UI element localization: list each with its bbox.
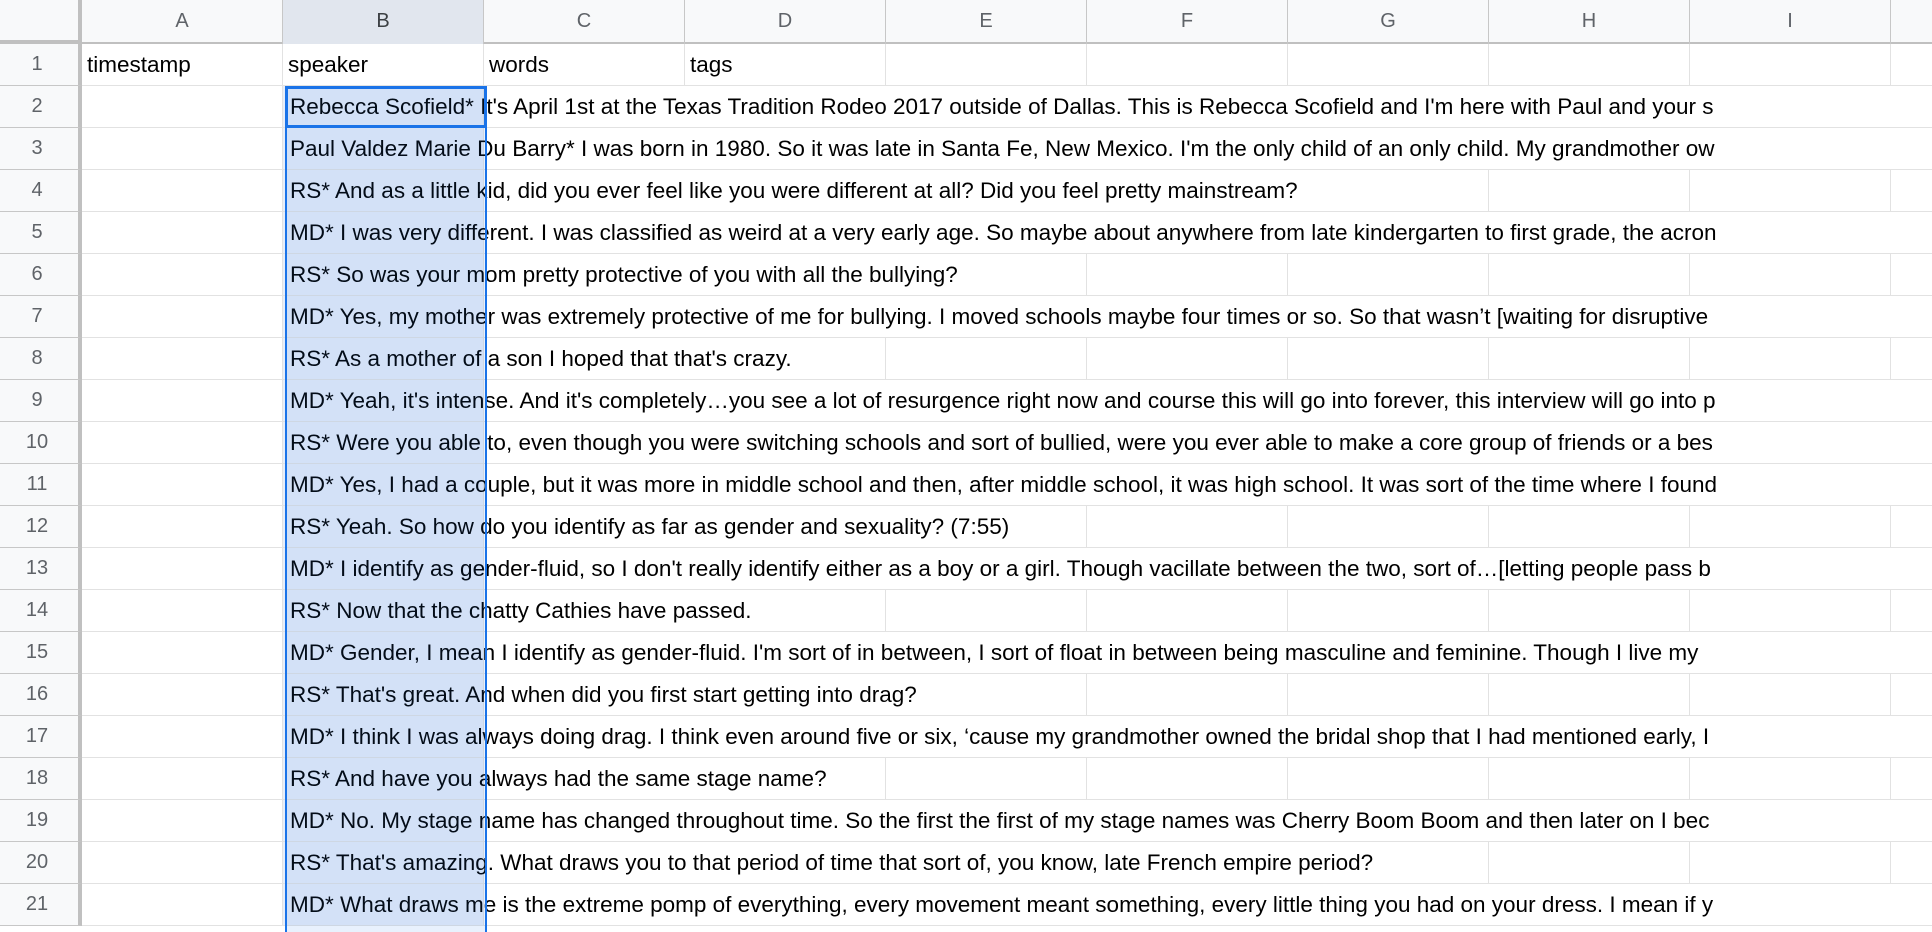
table-row [82, 338, 1932, 380]
transcript-text: RS* And as a little kid, did you ever feel like you were different at all? Did you feel pretty mainstream? [290, 178, 1298, 203]
cell[interactable] [886, 338, 1087, 379]
cell[interactable] [82, 422, 283, 463]
cell[interactable] [1891, 674, 1932, 715]
table-row [82, 422, 1932, 464]
row-header[interactable]: 3 [0, 128, 82, 170]
row-header[interactable]: 20 [0, 842, 82, 884]
cell[interactable] [1087, 338, 1288, 379]
cell[interactable] [82, 632, 283, 673]
table-row [82, 716, 1932, 758]
cell-c1[interactable]: words [484, 44, 685, 85]
cell[interactable] [82, 296, 283, 337]
cell[interactable] [1489, 338, 1690, 379]
cell[interactable] [1891, 590, 1932, 631]
table-row [82, 380, 1932, 422]
cell[interactable] [1288, 44, 1489, 85]
cell[interactable] [1489, 842, 1690, 883]
cell[interactable] [1489, 506, 1690, 547]
row-header[interactable]: 13 [0, 548, 82, 590]
cell[interactable] [1891, 842, 1932, 883]
cell[interactable] [82, 128, 283, 169]
transcript-text: MD* Yes, my mother was extremely protective of me for bullying. I moved schools maybe four times or so. So that wasn’t [waiting for disruptive [290, 304, 1709, 329]
cell[interactable] [886, 758, 1087, 799]
cell[interactable] [1690, 170, 1891, 211]
table-row [82, 464, 1932, 506]
cell[interactable] [1891, 506, 1932, 547]
cell[interactable] [82, 884, 283, 925]
transcript-text: MD* No. My stage name has changed throughout time. So the first the first of my stage names was Cherry Boom Boom and then later on I bec [290, 808, 1710, 833]
cell[interactable] [1690, 338, 1891, 379]
table-row [82, 632, 1932, 674]
table-row [82, 254, 1932, 296]
transcript-text: MD* Gender, I mean I identify as gender-fluid. I'm sort of in between, I sort of float in between being masculine and feminine. Though I live my [290, 640, 1699, 665]
table-row [82, 590, 1932, 632]
row-header[interactable]: 15 [0, 632, 82, 674]
column-header-e[interactable]: E [886, 0, 1087, 44]
table-row [82, 548, 1932, 590]
table-row [82, 674, 1932, 716]
transcript-text: Rebecca Scofield* It's April 1st at the Texas Tradition Rodeo 2017 outside of Dallas. This is Rebecca Scofield and I'm here with Paul and your s [290, 94, 1714, 119]
cell[interactable] [1288, 338, 1489, 379]
row-header[interactable]: 14 [0, 590, 82, 632]
cell[interactable] [1489, 44, 1690, 85]
cell[interactable] [1690, 758, 1891, 799]
transcript-text: RS* So was your mom pretty protective of you with all the bullying? [290, 262, 958, 287]
row-header[interactable]: 19 [0, 800, 82, 842]
transcript-text: MD* What draws me is the extreme pomp of everything, every movement meant something, every little thing you had on your dress. I mean if y [290, 892, 1714, 917]
column-header-j[interactable] [1891, 0, 1932, 44]
transcript-text: MD* I identify as gender-fluid, so I don't really identify either as a boy or a girl. Though vacillate between the two, sort of…[letting people pass b [290, 556, 1711, 581]
cell[interactable] [82, 842, 283, 883]
row-headers [0, 44, 82, 926]
transcript-text: RS* Were you able to, even though you were switching schools and sort of bullied, were you ever able to make a core group of friends or a bes [290, 430, 1713, 455]
row-header[interactable]: 8 [0, 338, 82, 380]
row-header[interactable]: 16 [0, 674, 82, 716]
column-header-d[interactable]: D [685, 0, 886, 44]
cell[interactable] [1087, 590, 1288, 631]
row-header[interactable]: 21 [0, 884, 82, 926]
cell[interactable] [1489, 590, 1690, 631]
cell[interactable] [1288, 674, 1489, 715]
cell[interactable] [82, 212, 283, 253]
cell[interactable] [1087, 674, 1288, 715]
cell[interactable] [82, 254, 283, 295]
table-row [82, 86, 1932, 128]
transcript-text: MD* I think I was always doing drag. I think even around five or six, ‘cause my grandmother owned the bridal shop that I had mentioned early, I [290, 724, 1710, 749]
cell[interactable] [1288, 254, 1489, 295]
row-header[interactable]: 5 [0, 212, 82, 254]
cell[interactable] [82, 716, 283, 757]
cell[interactable] [82, 758, 283, 799]
cell[interactable] [1288, 758, 1489, 799]
row-header[interactable]: 12 [0, 506, 82, 548]
column-header-c[interactable]: C [484, 0, 685, 44]
transcript-text: MD* Yeah, it's intense. And it's completely…you see a lot of resurgence right now and course this will go into forever, this interview will go into p [290, 388, 1716, 413]
column-header-h[interactable]: H [1489, 0, 1690, 44]
table-row [82, 170, 1932, 212]
cell[interactable] [1891, 44, 1932, 85]
table-row [82, 296, 1932, 338]
column-header-b[interactable]: B [283, 0, 484, 44]
cell[interactable] [1690, 254, 1891, 295]
cell[interactable] [1891, 338, 1932, 379]
column-header-f[interactable]: F [1087, 0, 1288, 44]
transcript-text: RS* That's amazing. What draws you to that period of time that sort of, you know, late French empire period? [290, 850, 1374, 875]
transcript-text: RS* That's great. And when did you first start getting into drag? [290, 682, 917, 707]
cell[interactable] [1690, 842, 1891, 883]
cell[interactable] [82, 338, 283, 379]
cell[interactable] [1690, 674, 1891, 715]
column-header-a[interactable]: A [82, 0, 283, 44]
row-header[interactable]: 7 [0, 296, 82, 338]
cell[interactable] [82, 674, 283, 715]
cell[interactable] [886, 44, 1087, 85]
cell-b1[interactable]: speaker [283, 44, 484, 85]
cell[interactable] [82, 86, 283, 127]
row-header[interactable]: 6 [0, 254, 82, 296]
cell[interactable] [82, 548, 283, 589]
table-row [82, 758, 1932, 800]
cell[interactable] [82, 800, 283, 841]
cell[interactable] [1288, 590, 1489, 631]
transcript-text: RS* As a mother of a son I hoped that that's crazy. [290, 346, 792, 371]
transcript-text: RS* Now that the chatty Cathies have passed. [290, 598, 752, 623]
row-header[interactable]: 1 [0, 44, 82, 86]
transcript-text: MD* I was very different. I was classified as weird at a very early age. So maybe about anywhere from late kindergarten to first grade, the acron [290, 220, 1717, 245]
row-header[interactable]: 17 [0, 716, 82, 758]
column-header-i[interactable]: I [1690, 0, 1891, 44]
cell[interactable] [1288, 170, 1489, 211]
cell[interactable] [1489, 758, 1690, 799]
transcript-text: RS* And have you always had the same stage name? [290, 766, 827, 791]
transcript-text: RS* Yeah. So how do you identify as far as gender and sexuality? (7:55) [290, 514, 1010, 539]
cell[interactable] [1690, 44, 1891, 85]
cell[interactable] [82, 380, 283, 421]
cell[interactable] [1288, 506, 1489, 547]
cell[interactable] [82, 506, 283, 547]
cell[interactable] [82, 590, 283, 631]
table-row [82, 506, 1932, 548]
cell[interactable] [1489, 170, 1690, 211]
transcript-text: MD* Yes, I had a couple, but it was more in middle school and then, after middle school, it was high school. It was sort of the time where I found [290, 472, 1718, 497]
cell[interactable] [1891, 254, 1932, 295]
column-header-g[interactable]: G [1288, 0, 1489, 44]
cell[interactable] [886, 590, 1087, 631]
cell[interactable] [82, 170, 283, 211]
column-headers [82, 0, 1932, 44]
cell[interactable] [1690, 506, 1891, 547]
row-header[interactable]: 11 [0, 464, 82, 506]
table-row [82, 212, 1932, 254]
cell[interactable] [1087, 44, 1288, 85]
cell[interactable] [1690, 590, 1891, 631]
row-header[interactable]: 4 [0, 170, 82, 212]
row-header[interactable]: 10 [0, 422, 82, 464]
row-header[interactable]: 9 [0, 380, 82, 422]
select-all-corner[interactable] [0, 0, 82, 44]
row-header[interactable]: 18 [0, 758, 82, 800]
cell-d1[interactable]: tags [685, 44, 886, 85]
header-row [82, 44, 1932, 86]
cell-a1[interactable]: timestamp [82, 44, 283, 85]
cell[interactable] [1891, 758, 1932, 799]
table-row [82, 884, 1932, 926]
table-row [82, 842, 1932, 884]
row-header[interactable]: 2 [0, 86, 82, 128]
cell[interactable] [82, 464, 283, 505]
table-row [82, 800, 1932, 842]
cell[interactable] [1087, 506, 1288, 547]
cell[interactable] [1087, 758, 1288, 799]
cell[interactable] [1087, 254, 1288, 295]
cell[interactable] [1489, 674, 1690, 715]
cell-grid [82, 44, 1932, 926]
transcript-text: Paul Valdez Marie Du Barry* I was born in 1980. So it was late in Santa Fe, New Mexico. I'm the only child of an only child. My grandmother ow [290, 136, 1715, 161]
cell[interactable] [1489, 254, 1690, 295]
table-row [82, 128, 1932, 170]
cell[interactable] [1891, 170, 1932, 211]
